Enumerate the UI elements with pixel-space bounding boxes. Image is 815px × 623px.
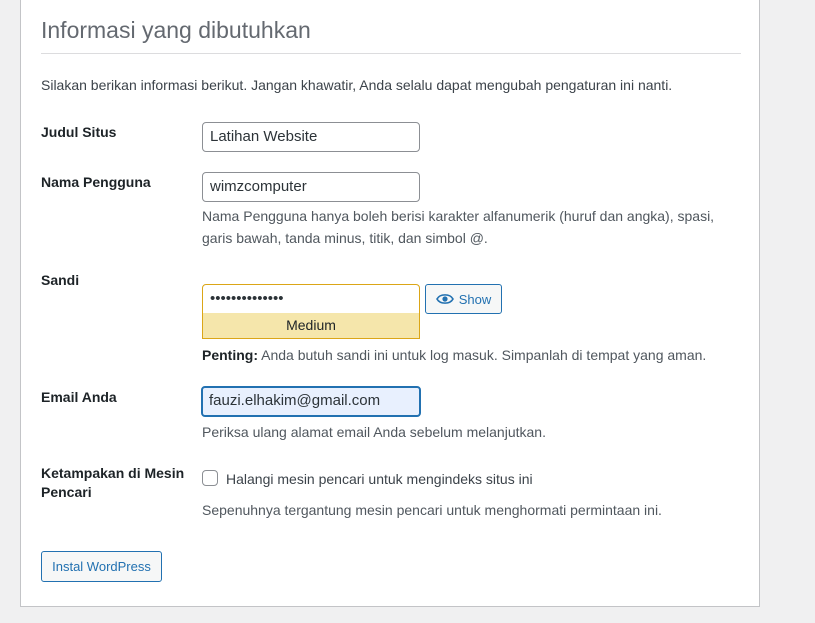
email-help: Periksa ulang alamat email Anda sebelum melanjutkan.: [202, 424, 546, 440]
password-note-bold: Penting:: [202, 347, 258, 363]
site-title-label: Judul Situs: [41, 124, 117, 140]
page-title: Informasi yang dibutuhkan: [41, 17, 311, 43]
username-label: Nama Pengguna: [41, 174, 151, 190]
search-visibility-label-line2: Pencari: [41, 484, 92, 500]
search-visibility-label-line1: Ketampakan di Mesin: [41, 465, 185, 481]
title-divider: [41, 53, 741, 54]
email-input[interactable]: fauzi.elhakim@gmail.com: [201, 386, 421, 417]
password-note: [202, 344, 706, 366]
intro-text: Silakan berikan informasi berikut. Jangan khawatir, Anda selalu dapat mengubah pengaturan ini nanti.: [41, 77, 673, 93]
username-help: [202, 205, 714, 249]
eye-icon: [436, 293, 454, 305]
password-label: Sandi: [41, 272, 80, 288]
password-input[interactable]: ••••••••••••••: [202, 284, 420, 314]
password-strength-meter: Medium: [202, 313, 420, 339]
show-password-label: Show: [458, 291, 492, 307]
username-input[interactable]: wimzcomputer: [202, 172, 420, 202]
username-help-line2: garis bawah, tanda minus, titik, dan simbol @.: [202, 230, 488, 246]
setup-card: [20, 0, 760, 607]
discourage-search-checkbox[interactable]: [202, 470, 218, 486]
discourage-search-label[interactable]: Halangi mesin pencari untuk mengindeks situs ini: [226, 471, 533, 487]
search-visibility-help: Sepenuhnya tergantung mesin pencari untuk menghormati permintaan ini.: [202, 502, 662, 518]
search-visibility-label: [41, 464, 184, 502]
username-help-line1: Nama Pengguna hanya boleh berisi karakter alfanumerik (huruf dan angka), spasi,: [202, 208, 715, 224]
show-password-button[interactable]: [425, 284, 502, 314]
password-note-text: Anda butuh sandi ini untuk log masuk. Simpanlah di tempat yang aman.: [258, 347, 707, 363]
install-wordpress-button[interactable]: Instal WordPress: [41, 551, 162, 582]
site-title-input[interactable]: Latihan Website: [202, 122, 420, 152]
email-label: Email Anda: [41, 389, 117, 405]
